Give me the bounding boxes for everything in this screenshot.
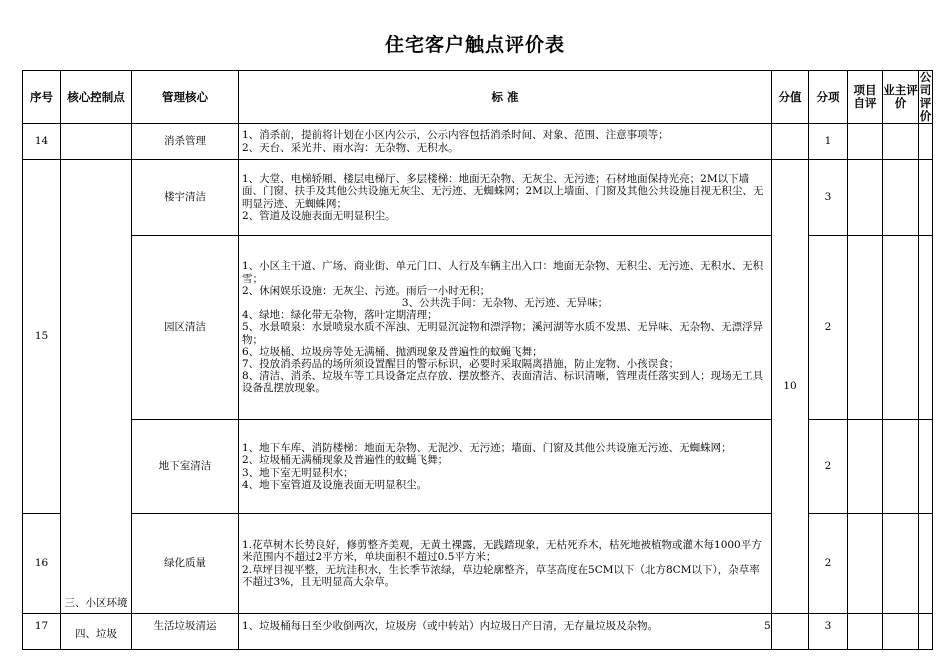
page-title: 住宅客户触点评价表 — [384, 34, 565, 56]
row-item: 绿化质量 — [132, 514, 239, 614]
table-row — [23, 614, 933, 650]
owner-eval-cell[interactable] — [883, 514, 919, 614]
header-owner-eval: 业主评价 — [883, 71, 919, 124]
core-control-group: 四、垃圾 — [61, 614, 132, 650]
group-score: 10 — [772, 160, 809, 614]
row-item: 地下室清洁 — [132, 420, 239, 514]
row-item: 消杀管理 — [132, 124, 239, 160]
row-sub-score: 3 — [809, 614, 848, 650]
header-row — [23, 71, 933, 124]
header-seq: 序号 — [23, 71, 61, 124]
core-control-group: 三、小区环境 — [61, 160, 132, 614]
row-standard: 1、地下车库、消防楼梯：地面无杂物、无泥沙、无污迹；墙面、门窗及其他公共设施无污迹、无蜘蛛网； 2、垃圾桶无满桶现象及普遍性的蚊蝇飞舞； 3、地下室无明显积水； 4、地下室管道及设施表面无明显积尘。 — [239, 420, 772, 514]
core-control-cell — [61, 124, 132, 160]
row-sub-score: 3 — [809, 160, 848, 236]
header-self-eval: 项目自评 — [848, 71, 883, 124]
row-standard: 1、大堂、电梯轿厢、楼层电梯厅、多层楼梯：地面无杂物、无灰尘、无污迹；石材地面保持光亮；2M以下墙面、门窗、扶手及其他公共设施无灰尘、无污迹、无蜘蛛网；2M以上墙面、门窗及其他公共设施目视无积尘、无明显污迹、无蜘蛛网； 2、管道及设施表面无明显积尘。 — [239, 160, 772, 236]
self-eval-cell[interactable] — [848, 514, 883, 614]
owner-eval-cell[interactable] — [883, 614, 919, 650]
row-score — [772, 124, 809, 160]
table-row — [23, 124, 933, 160]
row-seq: 16 — [23, 514, 61, 614]
company-eval-cell[interactable] — [919, 124, 933, 160]
row-sub-score: 2 — [809, 420, 848, 514]
evaluation-table-viewport — [22, 70, 932, 640]
company-eval-cell[interactable] — [919, 614, 933, 650]
row-sub-score: 2 — [809, 514, 848, 614]
owner-eval-cell[interactable] — [883, 420, 919, 514]
owner-eval-cell[interactable] — [883, 124, 919, 160]
row-item: 生活垃圾清运 — [132, 614, 239, 650]
header-core-control: 核心控制点 — [61, 71, 132, 124]
owner-eval-cell[interactable] — [883, 236, 919, 420]
row-seq: 15 — [23, 160, 61, 514]
company-eval-cell[interactable] — [919, 160, 933, 236]
row-sub-score: 1 — [809, 124, 848, 160]
self-eval-cell[interactable] — [848, 420, 883, 514]
row-standard: 1、垃圾桶每日至少收倒两次，垃圾房（或中转站）内垃圾日产日清，无存量垃圾及杂物。 — [239, 614, 772, 650]
row-standard: 1、消杀前，提前将计划在小区内公示，公示内容包括消杀时间、对象、范围、注意事项等； 2、天台、采光井、雨水沟：无杂物、无积水。 — [239, 124, 772, 160]
row-standard: 1.花草树木长势良好，修剪整齐美观，无黄土裸露，无践踏现象，无枯死乔木，枯死地被植物或灌木每1000平方米范围内不超过2平方米，单块面积不超过0.5平方米； 2.草坪目视平整，无坑洼积水，生长季节浓绿，草边轮廓整齐，草茎高度在5CM以下（北方8CM以下），杂草率不超过3%，且无明显高大杂草。 — [239, 514, 772, 614]
header-score: 分值 — [772, 71, 809, 124]
self-eval-cell[interactable] — [848, 124, 883, 160]
owner-eval-cell[interactable] — [883, 160, 919, 236]
evaluation-table — [22, 70, 933, 650]
row-score — [772, 614, 809, 650]
table-row — [23, 160, 933, 236]
row-item: 楼宇清洁 — [132, 160, 239, 236]
group-score: 5 — [764, 620, 771, 632]
row-sub-score: 2 — [809, 236, 848, 420]
header-mgmt-core: 管理核心 — [132, 71, 239, 124]
row-seq: 14 — [23, 124, 61, 160]
row-standard: 1、小区主干道、广场、商业街、单元门口、人行及车辆主出入口：地面无杂物、无积尘、无污迹、无积水、无积雪； 2、休闲娱乐设施：无灰尘、污迹。雨后一小时无积； 3、公共洗手间：无杂物、无污迹、无异味； 4、绿地：绿化带无杂物，落叶定期清理； 5、水景喷泉：水景喷泉水质不浑浊、无明显沉淀物和漂浮物；溪河湖等水质不发黑、无异味、无杂物、无漂浮异物； 6、垃圾桶、垃圾房等处无满桶、抛洒现象及普遍性的蚊蝇飞舞； 7、投放消杀药品的场所须设置醒目的警示标识，必要时采取隔离措施，防止宠物、小孩误食； 8、清洁、消杀、垃圾车等工具设备定点存放、摆放整齐、表面清洁、标识清晰，管理责任落实到人；现场无工具设备乱摆放现象。 — [239, 236, 772, 420]
header-company-eval: 公司评价 — [919, 70, 932, 123]
header-sub-score: 分项 — [809, 71, 848, 124]
self-eval-cell[interactable] — [848, 160, 883, 236]
company-eval-cell[interactable] — [919, 236, 933, 420]
header-standard: 标 准 — [239, 71, 772, 124]
company-eval-cell[interactable] — [919, 514, 933, 614]
self-eval-cell[interactable] — [848, 614, 883, 650]
company-eval-cell[interactable] — [919, 420, 933, 514]
self-eval-cell[interactable] — [848, 236, 883, 420]
row-item: 园区清洁 — [132, 236, 239, 420]
row-seq: 17 — [23, 614, 61, 650]
